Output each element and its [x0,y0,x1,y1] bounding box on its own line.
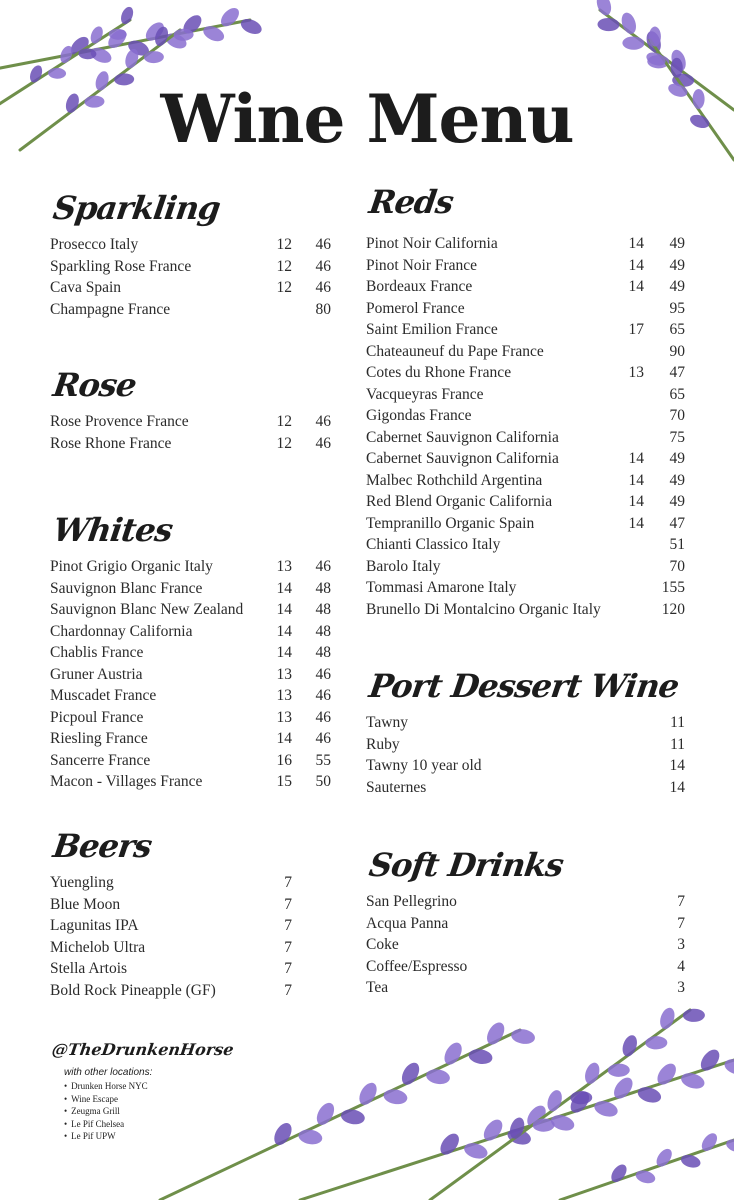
menu-item [50,556,331,578]
bottle-price: 48 [315,644,331,661]
menu-item [366,470,685,492]
bottle-price: 49 [669,256,685,274]
item-name: Pomerol France [366,299,465,317]
menu-item [366,577,685,599]
menu-item [366,448,685,470]
item-list [366,233,685,620]
glass-price: 14 [628,256,644,274]
item-name: Prosecco Italy [50,236,139,253]
menu-item [366,891,685,913]
bottle-price: 48 [315,579,331,597]
social-footer [52,1040,234,1143]
glass-price: 13 [276,558,292,575]
social-handle: @TheDrunkenHorse [50,1040,235,1059]
bottle-price: 47 [669,364,685,381]
bottle-price: 51 [669,536,685,553]
item-name: Champagne France [50,300,171,318]
item-name: Ruby [366,735,400,753]
glass-price: 14 [628,450,644,467]
glass-price: 12 [276,434,292,452]
item-name: Blue Moon [50,895,121,913]
item-name: Red Blend Organic California [366,493,553,510]
bottle-price: 46 [315,257,331,275]
bottle-price: 3 [677,936,685,953]
bottle-price: 47 [669,514,685,532]
menu-item [366,712,685,734]
item-name: Chateauneuf du Pape France [366,342,544,360]
bottle-price: 46 [315,413,331,430]
item-name: Brunello Di Montalcino Organic Italy [366,600,601,618]
menu-item [366,913,685,935]
item-name: Vacqueyras France [366,385,484,403]
bottle-price: 80 [315,300,331,318]
glass-price: 7 [284,938,292,956]
item-name: Picpoul France [50,708,144,726]
menu-item [366,319,685,341]
bottle-price: 95 [669,299,685,317]
section-sparkling [50,184,331,320]
section-heading: Beers [50,827,154,865]
bottle-price: 49 [669,450,685,467]
location-item: • Le Pif Chelsea [64,1118,234,1131]
item-name: Pinot Noir France [366,256,478,274]
item-name: Sauvignon Blanc New Zealand [50,601,244,618]
menu-item [366,341,685,363]
bottle-price: 46 [315,708,331,726]
glass-price: 15 [276,773,292,790]
item-name: Chianti Classico Italy [366,536,501,553]
bottle-price: 46 [315,279,331,296]
item-name: Riesling France [50,730,148,747]
location-item: • Le Pif UPW [64,1130,234,1143]
bottle-price: 48 [315,622,331,640]
section-heading: Sparkling [50,189,223,227]
section-heading: Rose [50,366,139,404]
menu-item [366,491,685,513]
bottle-price: 46 [315,665,331,683]
section-beers [50,822,292,1001]
location-item: • Wine Escape [64,1093,234,1106]
bottle-price: 46 [315,434,331,452]
glass-price: 14 [276,579,292,597]
bottle-price: 46 [315,558,331,575]
item-list [366,712,685,798]
item-list [50,411,331,454]
item-name: Sauternes [366,778,427,796]
item-list [366,891,685,999]
locations-list [64,1080,234,1143]
item-name: Gruner Austria [50,665,143,683]
item-name: Tawny [366,714,408,731]
bottle-price: 3 [677,979,685,996]
menu-item [50,599,331,621]
bottle-price: 70 [669,557,685,575]
menu-item [50,277,331,299]
item-name: Chablis France [50,644,144,661]
menu-item [50,256,331,278]
item-name: Coffee/Espresso [366,957,468,975]
glass-price: 17 [628,321,644,338]
glass-price: 14 [628,235,644,252]
glass-price: 12 [276,236,292,253]
item-name: Chardonnay California [50,622,193,640]
item-name: Stella Artois [50,960,128,977]
item-name: Tempranillo Organic Spain [366,514,535,532]
menu-item [366,534,685,556]
item-name: Lagunitas IPA [50,917,139,934]
item-name: Pinot Noir California [366,235,498,252]
menu-item [50,411,331,433]
glass-price: 14 [276,730,292,747]
bottle-price: 65 [669,321,685,338]
item-name: San Pellegrino [366,893,457,910]
glass-price: 14 [628,493,644,510]
section-heading: Soft Drinks [366,846,566,884]
bottle-price: 46 [315,236,331,253]
section-whites [50,506,331,793]
glass-price: 14 [628,514,644,532]
section-port-dessert-wine [366,662,685,798]
menu-item [366,599,685,621]
item-name: Coke [366,936,399,953]
menu-item [366,298,685,320]
item-list [50,872,292,1001]
page-title: Wine Menu [160,80,574,158]
glass-price: 14 [276,644,292,661]
menu-item [50,621,331,643]
menu-item [366,777,685,799]
menu-item [50,958,292,980]
menu-item [366,977,685,999]
menu-item [366,362,685,384]
menu-item [366,233,685,255]
item-name: Gigondas France [366,407,472,424]
item-list [50,234,331,320]
item-name: Cotes du Rhone France [366,364,512,381]
bottle-price: 46 [315,730,331,747]
menu-item [50,685,331,707]
bottle-price: 11 [670,735,685,753]
menu-item [50,872,292,894]
bottle-price: 49 [669,235,685,252]
bottle-price: 49 [669,278,685,295]
bottle-price: 7 [677,893,685,910]
bottle-price: 11 [670,714,685,731]
bottle-price: 48 [315,601,331,618]
bottle-price: 14 [669,778,685,796]
menu-item [366,384,685,406]
item-name: Tawny 10 year old [366,757,482,774]
menu-item [50,980,292,1002]
item-name: Rose Rhone France [50,434,172,452]
section-reds [366,178,685,620]
menu-item [50,750,331,772]
menu-item [50,894,292,916]
glass-price: 7 [284,895,292,913]
menu-item [50,771,331,793]
menu-item [366,934,685,956]
lavender-sprigs-bottom [430,1006,705,1200]
glass-price: 7 [284,981,292,999]
item-name: Bordeaux France [366,278,473,295]
item-name: Pinot Grigio Organic Italy [50,558,213,575]
item-name: Sancerre France [50,751,151,769]
item-list [50,556,331,793]
bottle-price: 70 [669,407,685,424]
menu-item [366,276,685,298]
item-name: Cabernet Sauvignon California [366,450,559,467]
item-name: Tea [366,979,389,996]
item-name: Yuengling [50,874,114,891]
glass-price: 13 [276,687,292,704]
glass-price: 12 [276,279,292,296]
glass-price: 13 [276,665,292,683]
menu-item [366,755,685,777]
section-heading: Port Dessert Wine [366,667,681,705]
location-item: • Drunken Horse NYC [64,1080,234,1093]
glass-price: 13 [276,708,292,726]
item-name: Rose Provence France [50,413,189,430]
bottle-price: 49 [669,493,685,510]
item-name: Saint Emilion France [366,321,498,338]
item-name: Bold Rock Pineapple (GF) [50,981,216,999]
glass-price: 7 [284,960,292,977]
menu-item [50,234,331,256]
glass-price: 16 [276,751,292,769]
bottle-price: 49 [669,471,685,489]
glass-price: 12 [276,257,292,275]
menu-item [50,707,331,729]
bottle-price: 7 [677,914,685,932]
menu-item [50,299,331,321]
menu-item [50,664,331,686]
menu-item [366,405,685,427]
menu-item [50,915,292,937]
glass-price: 12 [276,413,292,430]
item-name: Tommasi Amarone Italy [366,579,517,596]
menu-item [50,937,292,959]
glass-price: 7 [284,874,292,891]
other-locations-label: with other locations: [64,1067,153,1078]
bottle-price: 65 [669,385,685,403]
section-heading: Whites [50,511,175,549]
glass-price: 13 [628,364,644,381]
menu-item [50,578,331,600]
glass-price: 7 [284,917,292,934]
menu-item [50,728,331,750]
menu-item [366,956,685,978]
item-name: Macon - Villages France [50,773,203,790]
glass-price: 14 [628,278,644,295]
bottle-price: 55 [315,751,331,769]
section-soft-drinks [366,841,685,999]
item-name: Malbec Rothchild Argentina [366,471,543,489]
lavender-sprigs-bottom [560,1131,734,1200]
glass-price: 14 [276,601,292,618]
menu-item [50,433,331,455]
location-item: • Zeugma Grill [64,1105,234,1118]
bottle-price: 75 [669,428,685,446]
bottle-price: 50 [315,773,331,790]
menu-item [366,734,685,756]
bottle-price: 90 [669,342,685,360]
menu-item [50,642,331,664]
item-name: Cava Spain [50,279,122,296]
section-heading: Reds [366,183,456,221]
menu-item [366,513,685,535]
bottle-price: 120 [661,600,685,618]
bottle-price: 46 [315,687,331,704]
item-name: Barolo Italy [366,557,441,575]
bottle-price: 4 [677,957,685,975]
bottle-price: 14 [669,757,685,774]
glass-price: 14 [628,471,644,489]
bottle-price: 155 [661,579,685,596]
section-rose [50,361,331,454]
menu-item [366,556,685,578]
glass-price: 14 [276,622,292,640]
item-name: Sparkling Rose France [50,257,192,275]
item-name: Acqua Panna [366,914,449,932]
item-name: Michelob Ultra [50,938,146,956]
item-name: Muscadet France [50,687,157,704]
item-name: Cabernet Sauvignon California [366,428,559,446]
menu-item [366,427,685,449]
menu-item [366,255,685,277]
item-name: Sauvignon Blanc France [50,579,203,597]
